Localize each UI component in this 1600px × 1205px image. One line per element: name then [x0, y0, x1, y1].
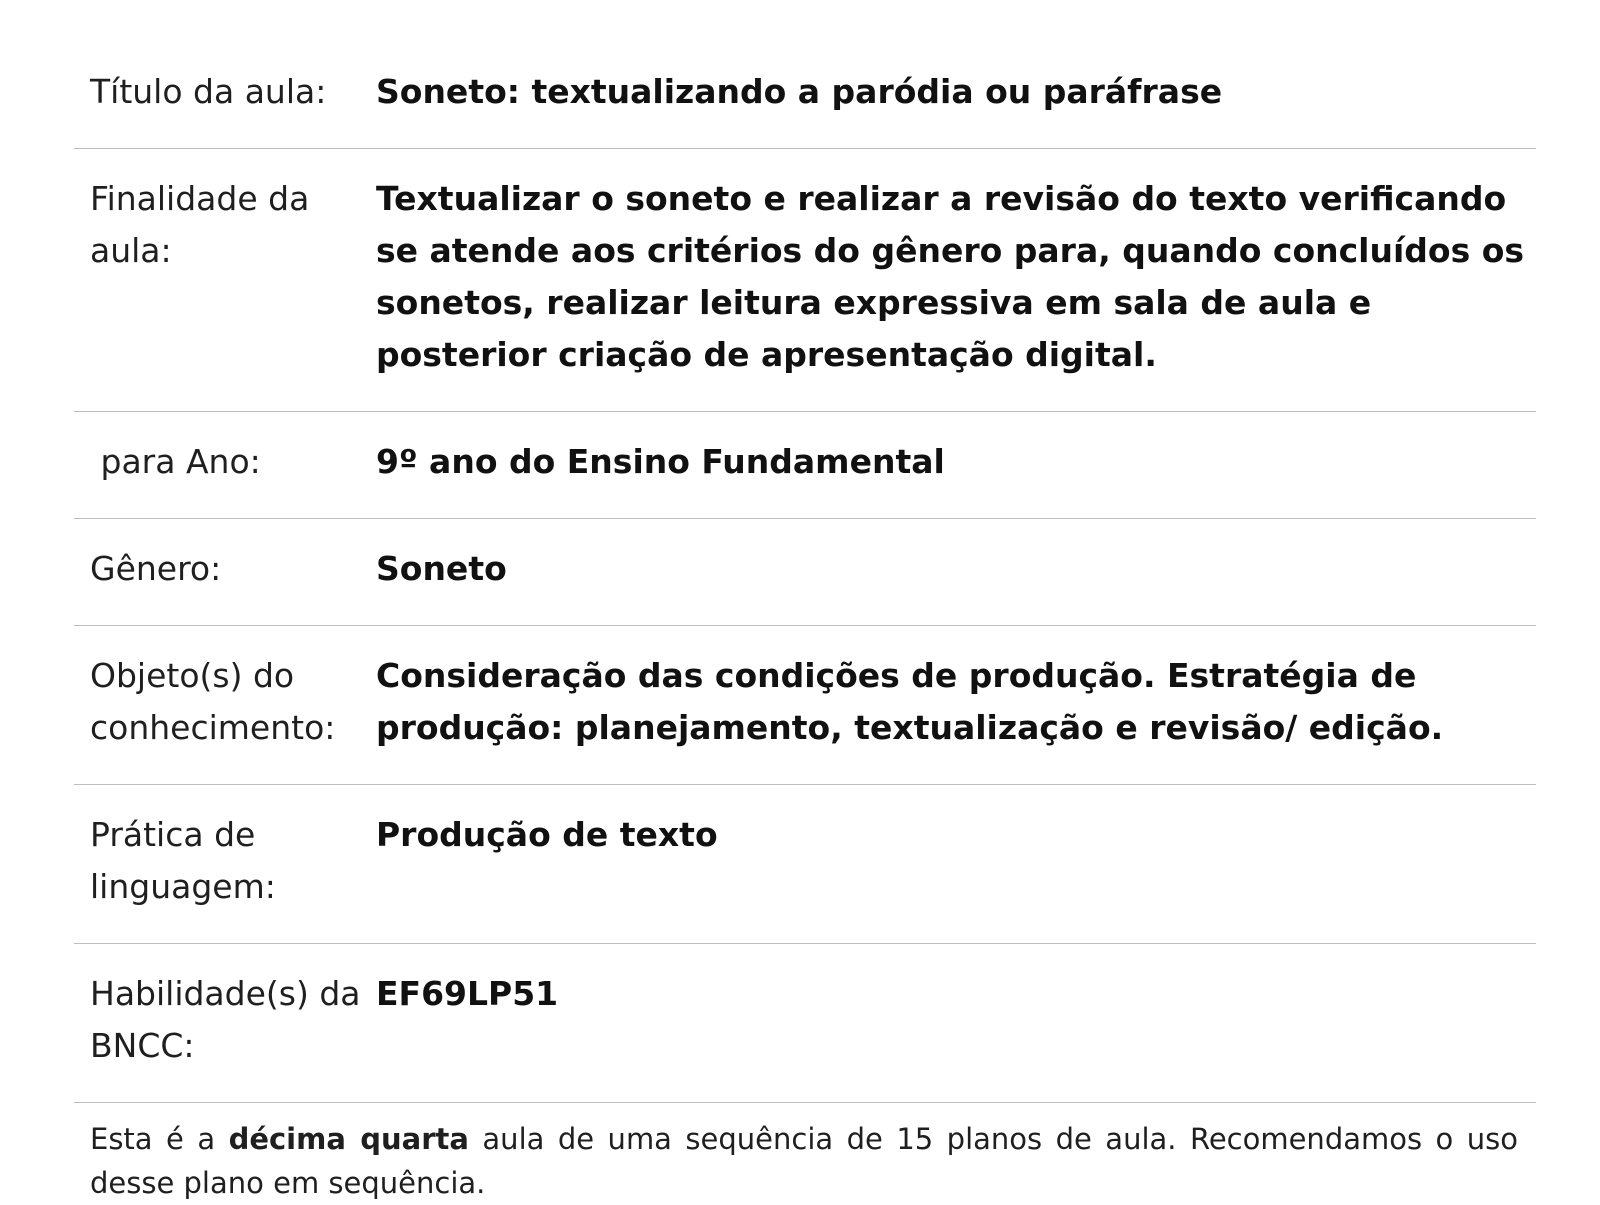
row-value: Soneto: textualizando a paródia ou paráfrase [376, 72, 1223, 111]
row-label: Finalidade da aula: [90, 179, 320, 270]
row-label: Objeto(s) do conhecimento: [90, 656, 336, 747]
note-suffix: aula de uma sequência de 15 planos de aula. Recomendamos o uso desse plano em sequência. [90, 1122, 1518, 1200]
row-value: Soneto [376, 549, 507, 588]
row-value: Consideração das condições de produção. Estratégia de produção: planejamento, textualização e revisão/ edição. [376, 656, 1444, 747]
row-label: Gênero: [90, 549, 222, 588]
row-label: para Ano: [90, 442, 261, 481]
lesson-plan-document [74, 40, 1536, 1205]
row-genero [74, 519, 1536, 626]
row-label: Prática de linguagem: [90, 815, 276, 906]
row-finalidade [74, 149, 1536, 412]
row-pratica-linguagem [74, 785, 1536, 944]
row-label: Habilidade(s) da BNCC: [90, 974, 372, 1065]
row-habilidades-bncc [74, 944, 1536, 1103]
row-value: Textualizar o soneto e realizar a revisão do texto verificando se atende aos critérios do gênero para, quando concluídos os sonetos, realizar leitura expressiva em sala de aula e posterior criação de apresentação digital. [376, 179, 1525, 374]
row-value: EF69LP51 [376, 974, 559, 1013]
sequence-note [74, 1103, 1536, 1205]
row-ano [74, 412, 1536, 519]
row-label: Título da aula: [90, 72, 327, 111]
row-value: 9º ano do Ensino Fundamental [376, 442, 945, 481]
row-objeto-conhecimento [74, 626, 1536, 785]
row-value: Produção de texto [376, 815, 718, 854]
note-emphasis: décima quarta [228, 1122, 469, 1156]
row-titulo [74, 40, 1536, 149]
note-prefix: Esta é a [90, 1122, 229, 1156]
